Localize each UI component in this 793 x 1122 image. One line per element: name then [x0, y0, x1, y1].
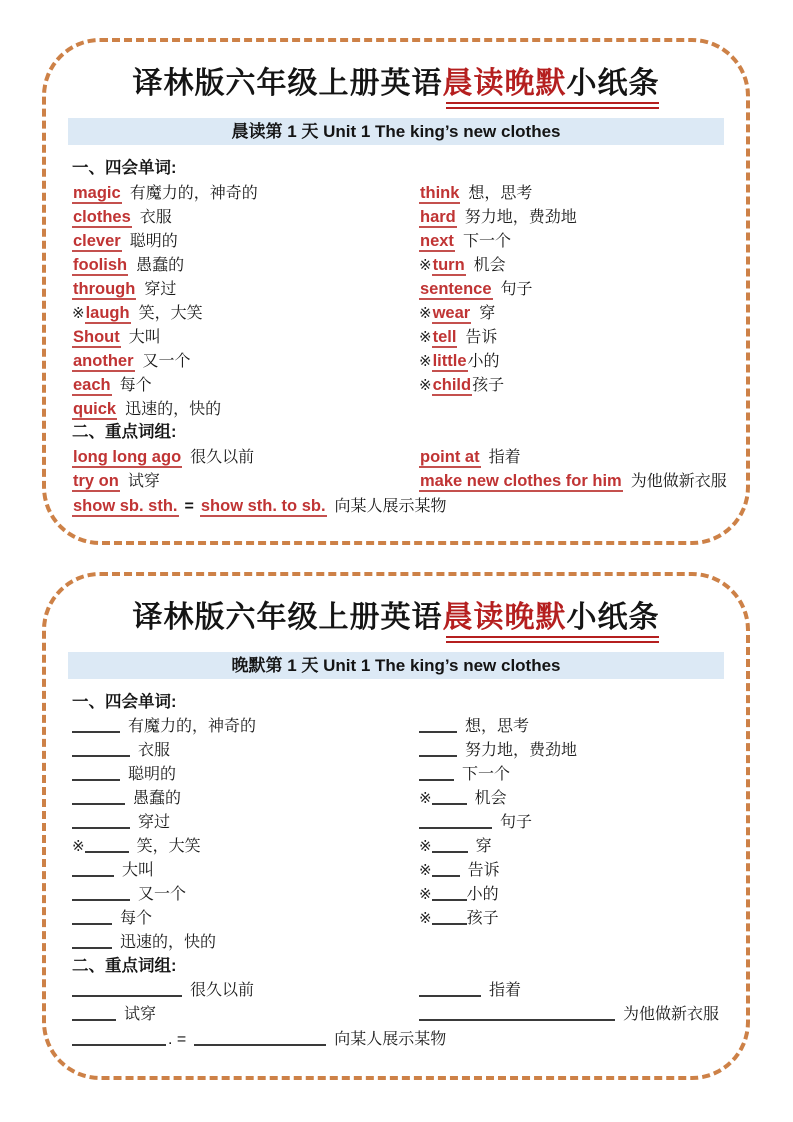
- blank-line: [72, 1005, 116, 1021]
- chinese-meaning: 很久以前: [190, 449, 255, 466]
- word-line: [419, 763, 720, 787]
- chinese-meaning: 迅速的，快的: [120, 934, 217, 951]
- word-line: [72, 373, 419, 397]
- blank-line: [72, 909, 112, 925]
- word-line: [72, 715, 419, 739]
- word-line: [419, 373, 720, 397]
- word-line: [419, 229, 720, 253]
- blank-line: [72, 789, 125, 805]
- star-mark: ※: [72, 838, 85, 855]
- phrase-line: [72, 445, 419, 469]
- chinese-meaning: 聪明的: [128, 766, 177, 783]
- blank-line: [72, 885, 130, 901]
- chinese-meaning: 小的: [466, 886, 499, 903]
- blank-line: [72, 717, 120, 733]
- card-title: [46, 66, 746, 102]
- chinese-meaning: 向某人展示某物: [334, 498, 447, 515]
- word-line: [72, 763, 419, 787]
- blank-line: [72, 933, 112, 949]
- blank-line: [419, 741, 457, 757]
- chinese-meaning: 笑，大笑: [138, 305, 203, 322]
- chinese-meaning: 下一个: [462, 233, 511, 250]
- title-text-right: 小纸条: [566, 601, 660, 634]
- phrase-line: [419, 979, 720, 1003]
- word-line: [72, 811, 419, 835]
- phrase-columns: [72, 445, 727, 493]
- star-mark: ※: [419, 862, 432, 879]
- phrase-line: [72, 1003, 419, 1027]
- card-content: [46, 145, 746, 518]
- title-text-red: 晨读晚默: [442, 601, 567, 634]
- phrases-section-label: 二、重点词组:: [72, 957, 177, 975]
- english-word: through: [73, 280, 136, 298]
- chinese-meaning: 衣服: [139, 209, 172, 226]
- star-mark: ※: [72, 305, 85, 322]
- english-word: think: [420, 184, 460, 202]
- words-section-label: 一、四会单词:: [72, 693, 177, 711]
- chinese-meaning: 大叫: [128, 329, 161, 346]
- chinese-meaning: 句子: [500, 281, 533, 298]
- english-word: laugh: [85, 304, 130, 322]
- chinese-meaning: 试穿: [127, 473, 160, 490]
- word-list-right: [419, 715, 720, 955]
- phrases-section-label: 二、重点词组:: [72, 423, 177, 441]
- blank-line: [72, 765, 120, 781]
- phrase-list-right: [419, 979, 720, 1027]
- english-word: hard: [420, 208, 456, 226]
- words-section-label: 一、四会单词:: [72, 159, 177, 177]
- word-line: [419, 253, 720, 277]
- word-line: [72, 181, 419, 205]
- word-columns: [72, 715, 720, 955]
- word-line: [72, 859, 419, 883]
- blank-line: [72, 861, 114, 877]
- blank-line: [85, 837, 129, 853]
- star-mark: ※: [419, 790, 432, 807]
- blank-line: [194, 1030, 326, 1046]
- chinese-meaning: 想，思考: [468, 185, 533, 202]
- english-word: magic: [73, 184, 121, 202]
- word-line: [419, 787, 720, 811]
- word-list-left: [72, 715, 419, 955]
- word-line: [419, 859, 720, 883]
- word-line: [419, 907, 720, 931]
- chinese-meaning: 下一个: [462, 766, 511, 783]
- phrase-list-left: [72, 445, 419, 493]
- blank-line: [432, 789, 467, 805]
- blank-line: [419, 717, 457, 733]
- english-phrase: show sth. to sb.: [200, 497, 326, 515]
- english-word: next: [420, 232, 454, 250]
- english-phrase: show sb. sth.: [73, 497, 178, 515]
- word-line: [419, 835, 720, 859]
- chinese-meaning: 每个: [119, 377, 152, 394]
- star-mark: ※: [419, 329, 432, 346]
- star-mark: ※: [419, 305, 432, 322]
- phrase-list-left: [72, 979, 419, 1027]
- word-line: [72, 253, 419, 277]
- worksheet-card-evening: [42, 572, 750, 1080]
- chinese-meaning: 大叫: [122, 862, 155, 879]
- chinese-meaning: 指着: [489, 982, 522, 999]
- equals-sign: =: [184, 498, 194, 515]
- chinese-meaning: 想，思考: [465, 718, 530, 735]
- star-mark: ※: [419, 377, 432, 394]
- english-word: tell: [432, 328, 457, 346]
- chinese-meaning: 指着: [488, 449, 521, 466]
- chinese-meaning: 穿过: [144, 281, 177, 298]
- chinese-meaning: 努力地，费劲地: [464, 209, 577, 226]
- phrase-line: [419, 469, 727, 493]
- word-columns: [72, 181, 720, 421]
- chinese-meaning: 笑，大笑: [136, 838, 201, 855]
- word-line: [419, 811, 720, 835]
- chinese-meaning: 为他做新衣服: [623, 1006, 720, 1023]
- phrase-columns: [72, 979, 720, 1027]
- blank-line: [72, 981, 182, 997]
- chinese-meaning: 为他做新衣服: [630, 473, 727, 490]
- chinese-meaning: 每个: [120, 910, 153, 927]
- title-underlined-part: [443, 66, 660, 102]
- word-line: [419, 181, 720, 205]
- chinese-meaning: 愚蠢的: [136, 257, 185, 274]
- chinese-meaning: 迅速的，快的: [125, 401, 222, 418]
- star-mark: ※: [419, 910, 432, 927]
- chinese-meaning: 向某人展示某物: [334, 1031, 447, 1048]
- title-text-right: 小纸条: [566, 67, 660, 100]
- english-word: clever: [73, 232, 121, 250]
- chinese-meaning: 很久以前: [190, 982, 255, 999]
- day-header-bar: 晨读第 1 天 Unit 1 The king’s new clothes: [68, 118, 724, 145]
- phrase-line-full: [72, 494, 720, 518]
- chinese-meaning: 试穿: [124, 1006, 157, 1023]
- phrase-line: [72, 979, 419, 1003]
- word-line: [419, 715, 720, 739]
- chinese-meaning: 衣服: [138, 742, 171, 759]
- blank-line: [432, 885, 467, 901]
- chinese-meaning: 又一个: [138, 886, 187, 903]
- blank-line: [419, 765, 454, 781]
- english-word: Shout: [73, 328, 120, 346]
- word-line: [72, 739, 419, 763]
- star-mark: ※: [419, 353, 432, 370]
- english-word: wear: [432, 304, 471, 322]
- word-line: [72, 277, 419, 301]
- english-word: quick: [73, 400, 117, 418]
- blank-line: [419, 1005, 615, 1021]
- star-mark: ※: [419, 257, 432, 274]
- chinese-meaning: 孩子: [466, 910, 499, 927]
- word-line: [419, 349, 720, 373]
- english-word: foolish: [73, 256, 128, 274]
- chinese-meaning: 穿: [479, 305, 496, 322]
- word-list-right: [419, 181, 720, 421]
- word-line: [72, 325, 419, 349]
- chinese-meaning: 穿: [475, 838, 492, 855]
- chinese-meaning: 告诉: [467, 862, 500, 879]
- word-line: [72, 787, 419, 811]
- title-text-red: 晨读晚默: [442, 67, 567, 100]
- day-header-bar: 晚默第 1 天 Unit 1 The king’s new clothes: [68, 652, 724, 679]
- phrase-line: [419, 445, 727, 469]
- star-mark: ※: [419, 886, 432, 903]
- word-line: [72, 835, 419, 859]
- english-word: sentence: [420, 280, 492, 298]
- phrase-line-full: [72, 1028, 720, 1052]
- chinese-meaning: 机会: [473, 257, 506, 274]
- chinese-meaning: 愚蠢的: [133, 790, 182, 807]
- chinese-meaning: 句子: [500, 814, 533, 831]
- card-title: [46, 600, 746, 636]
- english-word: turn: [432, 256, 465, 274]
- word-line: [419, 277, 720, 301]
- word-line: [72, 931, 419, 955]
- english-word: little: [432, 352, 467, 370]
- chinese-meaning: 告诉: [465, 329, 498, 346]
- blank-line: [419, 981, 481, 997]
- english-phrase: make new clothes for him: [420, 472, 622, 490]
- word-line: [72, 397, 419, 421]
- chinese-meaning: 小的: [467, 353, 500, 370]
- word-line: [72, 301, 419, 325]
- english-word: child: [432, 376, 472, 394]
- word-line: [419, 739, 720, 763]
- worksheet-card-morning: [42, 38, 750, 545]
- word-line: [419, 883, 720, 907]
- blank-line: [432, 909, 467, 925]
- word-line: [72, 205, 419, 229]
- chinese-meaning: 努力地，费劲地: [465, 742, 578, 759]
- word-line: [419, 301, 720, 325]
- equals-sign: . =: [168, 1031, 187, 1048]
- word-list-left: [72, 181, 419, 421]
- word-line: [419, 205, 720, 229]
- title-text-left: 译林版六年级上册英语: [132, 67, 443, 100]
- title-underlined-part: [443, 600, 660, 636]
- blank-line: [72, 741, 130, 757]
- word-line: [72, 349, 419, 373]
- card-content: [46, 679, 746, 1052]
- english-phrase: try on: [73, 472, 119, 490]
- chinese-meaning: 有魔力的，神奇的: [129, 185, 258, 202]
- blank-line: [72, 813, 130, 829]
- word-line: [72, 907, 419, 931]
- phrase-line: [72, 469, 419, 493]
- chinese-meaning: 又一个: [142, 353, 191, 370]
- english-phrase: point at: [420, 448, 480, 466]
- chinese-meaning: 聪明的: [129, 233, 178, 250]
- title-text-left: 译林版六年级上册英语: [132, 601, 443, 634]
- chinese-meaning: 机会: [474, 790, 507, 807]
- blank-line: [72, 1030, 166, 1046]
- blank-line: [419, 813, 492, 829]
- english-word: clothes: [73, 208, 131, 226]
- chinese-meaning: 穿过: [138, 814, 171, 831]
- star-mark: ※: [419, 838, 432, 855]
- word-line: [72, 883, 419, 907]
- word-line: [419, 325, 720, 349]
- blank-line: [432, 861, 460, 877]
- chinese-meaning: 孩子: [472, 377, 505, 394]
- phrase-line: [419, 1003, 720, 1027]
- english-phrase: long long ago: [73, 448, 182, 466]
- english-word: another: [73, 352, 134, 370]
- word-line: [72, 229, 419, 253]
- chinese-meaning: 有魔力的，神奇的: [128, 718, 257, 735]
- english-word: each: [73, 376, 111, 394]
- phrase-list-right: [419, 445, 727, 493]
- blank-line: [432, 837, 468, 853]
